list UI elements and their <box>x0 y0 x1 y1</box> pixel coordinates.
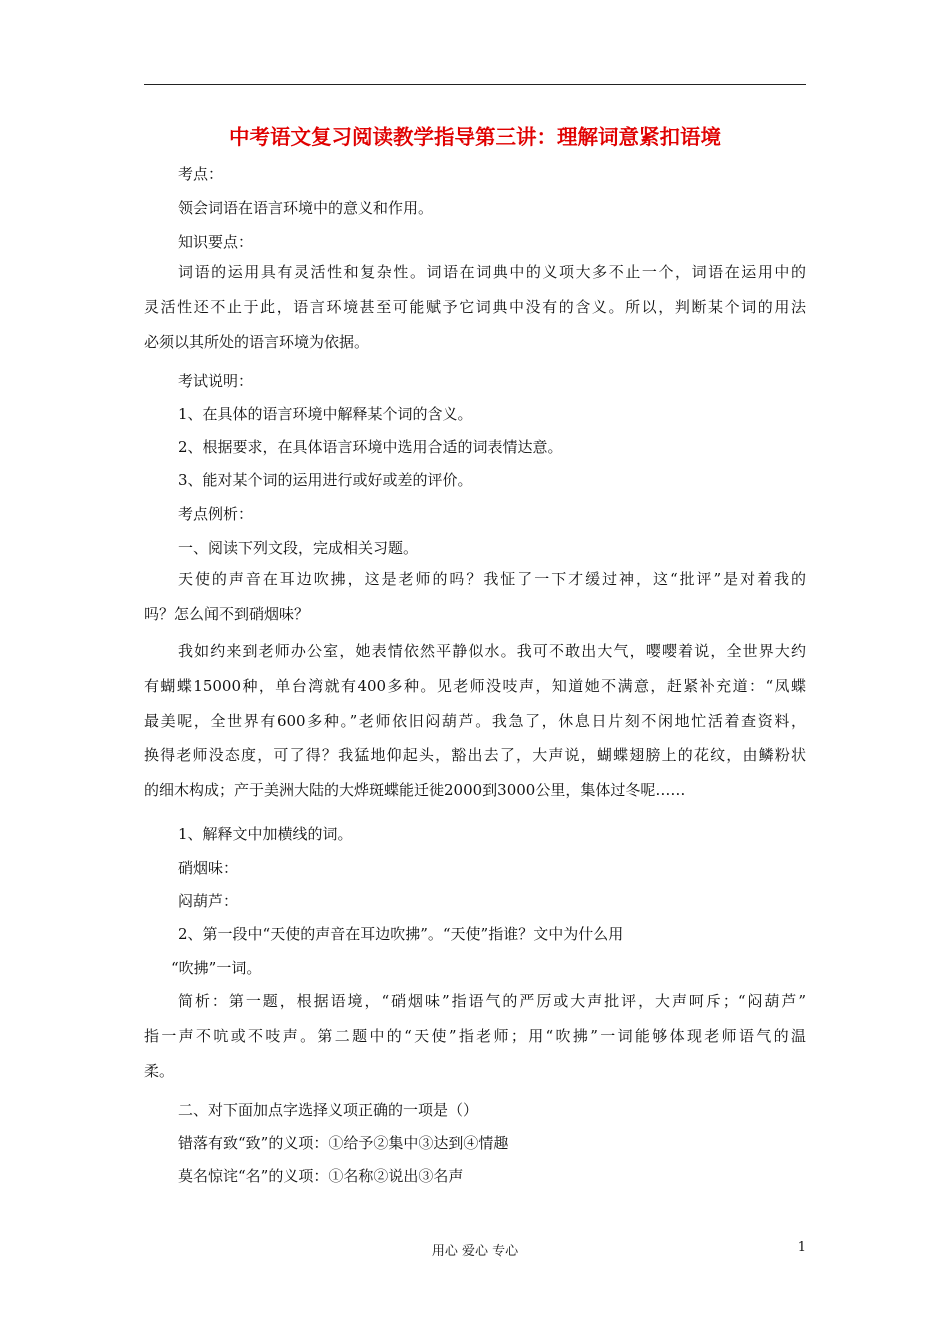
text-line: 我如约来到老师办公室，她表情依然平静似水。我可不敢出大气，嘤嘤着说，全世界大约 <box>178 642 806 660</box>
text-line: “吹拂”一词。 <box>171 959 262 977</box>
paragraph-section-1 <box>144 531 806 566</box>
text-line: 错落有致“致”的义项：①给予②集中③达到④情趣 <box>178 1134 509 1152</box>
paragraph-lixi-label <box>144 497 806 532</box>
text-line: 闷葫芦： <box>178 892 239 910</box>
page-number: 1 <box>797 1240 806 1255</box>
text-line: 吗？怎么闻不到硝烟味？ <box>144 604 310 623</box>
page-title: 中考语文复习阅读教学指导第三讲：理解词意紧扣语境 <box>229 125 721 149</box>
text-line: 硝烟味： <box>178 859 239 877</box>
text-line: 考点例析： <box>178 505 254 523</box>
text-line: 最美呢，全世界有600多种。”老师依旧闷葫芦。我急了，休息日片刻不闲地忙活着查资料， <box>144 711 806 730</box>
text-line: 词语的运用具有灵活性和复杂性。词语在词典中的义项大多不止一个，词语在运用中的 <box>178 263 806 281</box>
text-line: 指一声不吭或不吱声。第二题中的“天使”指老师；用“吹拂”一词能够体现老师语气的温 <box>144 1026 806 1045</box>
paragraph-zhishi <box>144 255 806 359</box>
page-footer <box>144 1240 806 1264</box>
paragraph-option-2 <box>144 1159 806 1194</box>
text-line: 领会词语在语言环境中的意义和作用。 <box>178 199 434 217</box>
paragraph-option-1 <box>144 1126 806 1161</box>
paragraph-passage-2 <box>144 634 806 808</box>
paragraph-question-1 <box>144 817 806 852</box>
paragraph-item-3 <box>144 463 806 498</box>
text-line: 莫名惊诧“名”的义项：①名称②说出③名声 <box>178 1167 464 1185</box>
paragraph-term-2 <box>144 884 806 919</box>
paragraph-analysis <box>144 984 806 1088</box>
text-line: 的细木构成；产于美洲大陆的大烨斑蝶能迁徙2000到3000公里，集体过冬呢…… <box>144 781 686 800</box>
paragraph-question-2-cont <box>144 951 806 986</box>
text-line: 简析：第一题，根据语境，“硝烟味”指语气的严厉或大声批评，大声呵斥；“闷葫芦” <box>178 992 806 1010</box>
text-line: 柔。 <box>144 1061 175 1080</box>
paragraph-term-1 <box>144 851 806 886</box>
text-line: 知识要点： <box>178 233 254 251</box>
footer-motto: 用心 爱心 专心 <box>431 1244 519 1259</box>
text-line: 天使的声音在耳边吹拂，这是老师的吗？我怔了一下才缓过神，这“批评”是对着我的 <box>178 570 806 588</box>
text-line: 换得老师没态度，可了得？我猛地仰起头，豁出去了，大声说，蝴蝶翅膀上的花纹，由鳞粉状 <box>144 746 806 765</box>
text-line: 1、在具体的语言环境中解释某个词的含义。 <box>178 405 473 423</box>
text-line: 1、解释文中加横线的词。 <box>178 825 353 843</box>
text-line: 2、根据要求，在具体语言环境中选用合适的词表情达意。 <box>178 438 563 456</box>
paragraph-shuoming-label <box>144 364 806 399</box>
paragraph-item-1 <box>144 397 806 432</box>
text-line: 考点： <box>178 165 224 183</box>
paragraph-kaodian-label <box>144 157 806 192</box>
text-line: 2、第一段中“天使的声音在耳边吹拂”。“天使”指谁？文中为什么用 <box>178 925 624 943</box>
text-line: 二、对下面加点字选择义项正确的一项是（） <box>178 1101 479 1119</box>
text-line: 有蝴蝶15000种，单台湾就有400多种。见老师没吱声，知道她不满意，赶紧补充道：“凤蝶 <box>144 676 806 695</box>
paragraph-passage-1 <box>144 562 806 632</box>
text-line: 3、能对某个词的运用进行或好或差的评价。 <box>178 471 473 489</box>
paragraph-kaodian <box>144 191 806 226</box>
paragraph-item-2 <box>144 430 806 465</box>
text-line: 灵活性还不止于此，语言环境甚至可能赋予它词典中没有的含义。所以，判断某个词的用法 <box>144 297 806 316</box>
paragraph-question-2 <box>144 917 806 952</box>
header-rule <box>144 84 806 85</box>
text-line: 必须以其所处的语言环境为依据。 <box>144 332 370 351</box>
text-line: 一、阅读下列文段，完成相关习题。 <box>178 539 419 557</box>
text-line: 考试说明： <box>178 372 254 390</box>
paragraph-section-2 <box>144 1093 806 1128</box>
